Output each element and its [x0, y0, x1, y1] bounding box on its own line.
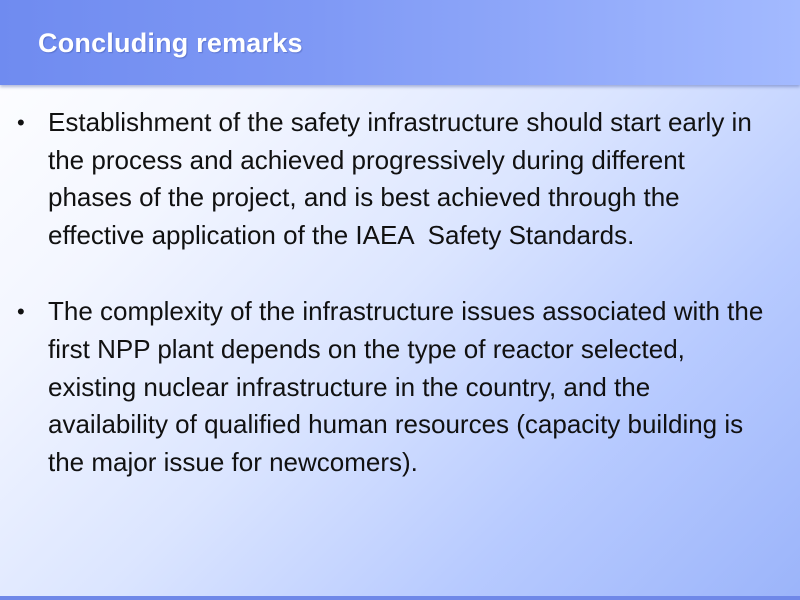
title-bar — [0, 0, 800, 85]
bullet-item-infrastructure-complexity — [0, 293, 800, 481]
bullet-text: The complexity of the infrastructure issues associated with the first NPP plant depends on the type of reactor selected, existing nuclear infrastructure in the country, and the availability of qualified human resources (capacity building is the major issue for newcomers). — [48, 296, 771, 477]
bullet-item-safety-infrastructure — [0, 104, 800, 254]
bullet-icon: • — [17, 299, 25, 325]
bullet-icon: • — [17, 110, 25, 135]
bottom-border — [0, 596, 800, 600]
bullet-list — [0, 104, 800, 481]
slide-title: Concluding remarks — [38, 28, 303, 58]
bullet-text: Establishment of the safety infrastructure should start early in the process and achieved progressively during different phases of the project, and is best achieved through the effective application of the IAEA Safety Standards. — [48, 107, 760, 250]
